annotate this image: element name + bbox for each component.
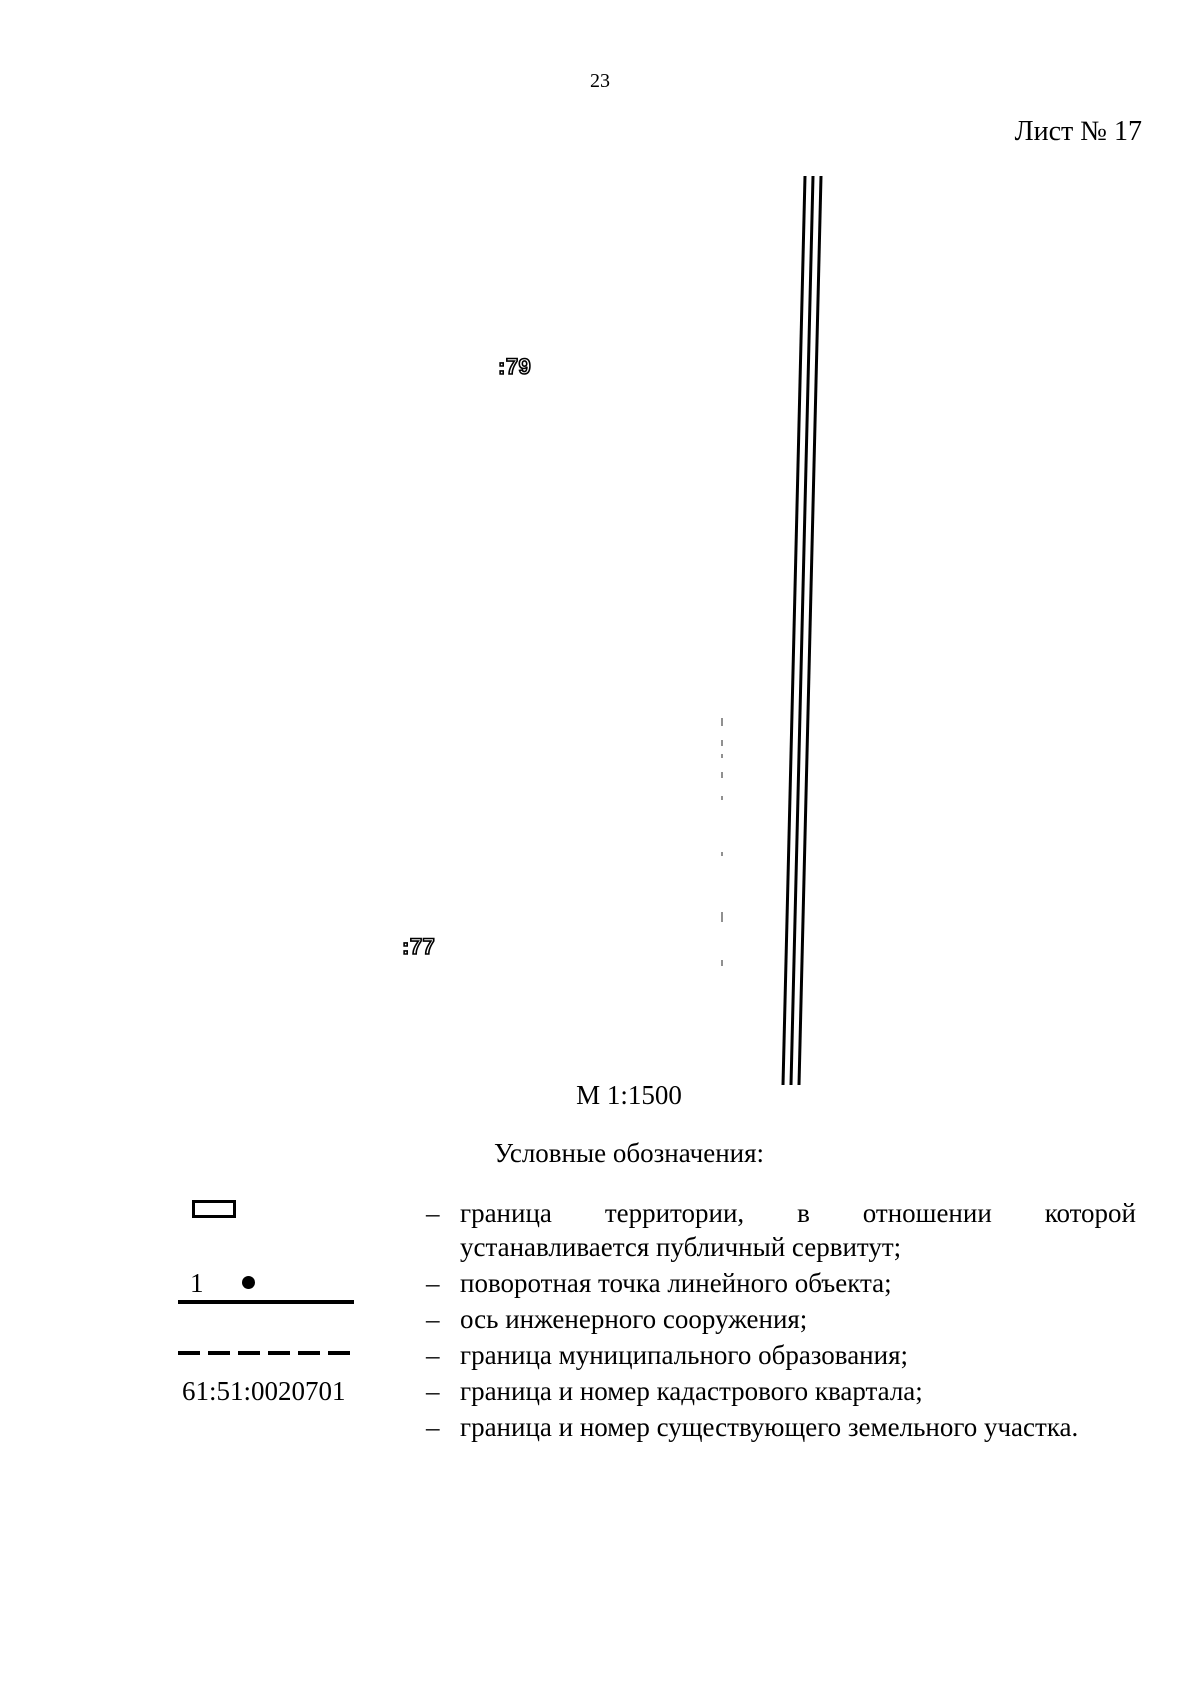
legend-dash: – (426, 1268, 440, 1298)
parcel-label-77: :77 (402, 934, 436, 959)
engineering-axis-line-1 (783, 176, 805, 1085)
engineering-axis-line-3 (799, 176, 821, 1085)
legend-text: граница и номер существующего земельного участка. (460, 1412, 1079, 1442)
parcel-label-79: :79 (498, 354, 532, 379)
legend-dash: – (426, 1412, 440, 1442)
sheet-label: Лист № 17 (1014, 116, 1142, 147)
legend-text: поворотная точка линейного объекта; (460, 1268, 892, 1298)
legend-text-continued: устанавливается публичный сервитут; (460, 1232, 902, 1262)
legend-text: ось инженерного сооружения; (460, 1304, 808, 1334)
legend-dash: – (426, 1340, 440, 1370)
legend-dash: – (426, 1198, 440, 1228)
point-number: 1 (190, 1268, 204, 1298)
engineering-axis-line-2 (791, 176, 813, 1085)
legend-text: граница территории, в отношении которой (460, 1198, 1136, 1228)
map-scale: М 1:1500 (576, 1080, 682, 1110)
legend-text: граница муниципального образования; (460, 1340, 909, 1370)
page-number: 23 (590, 70, 610, 92)
rectangle-outline-icon (192, 1200, 236, 1218)
dashed-line-icon (178, 1338, 356, 1368)
legend-dash: – (426, 1376, 440, 1406)
legend-dash: – (426, 1304, 440, 1334)
solid-line-icon (178, 1300, 354, 1304)
legend-title: Условные обозначения: (493, 1138, 765, 1168)
point-dot-icon (242, 1276, 255, 1289)
legend-text: граница и номер кадастрового квартала; (460, 1376, 923, 1406)
cadastral-quarter-number: 61:51:0020701 (182, 1376, 346, 1406)
